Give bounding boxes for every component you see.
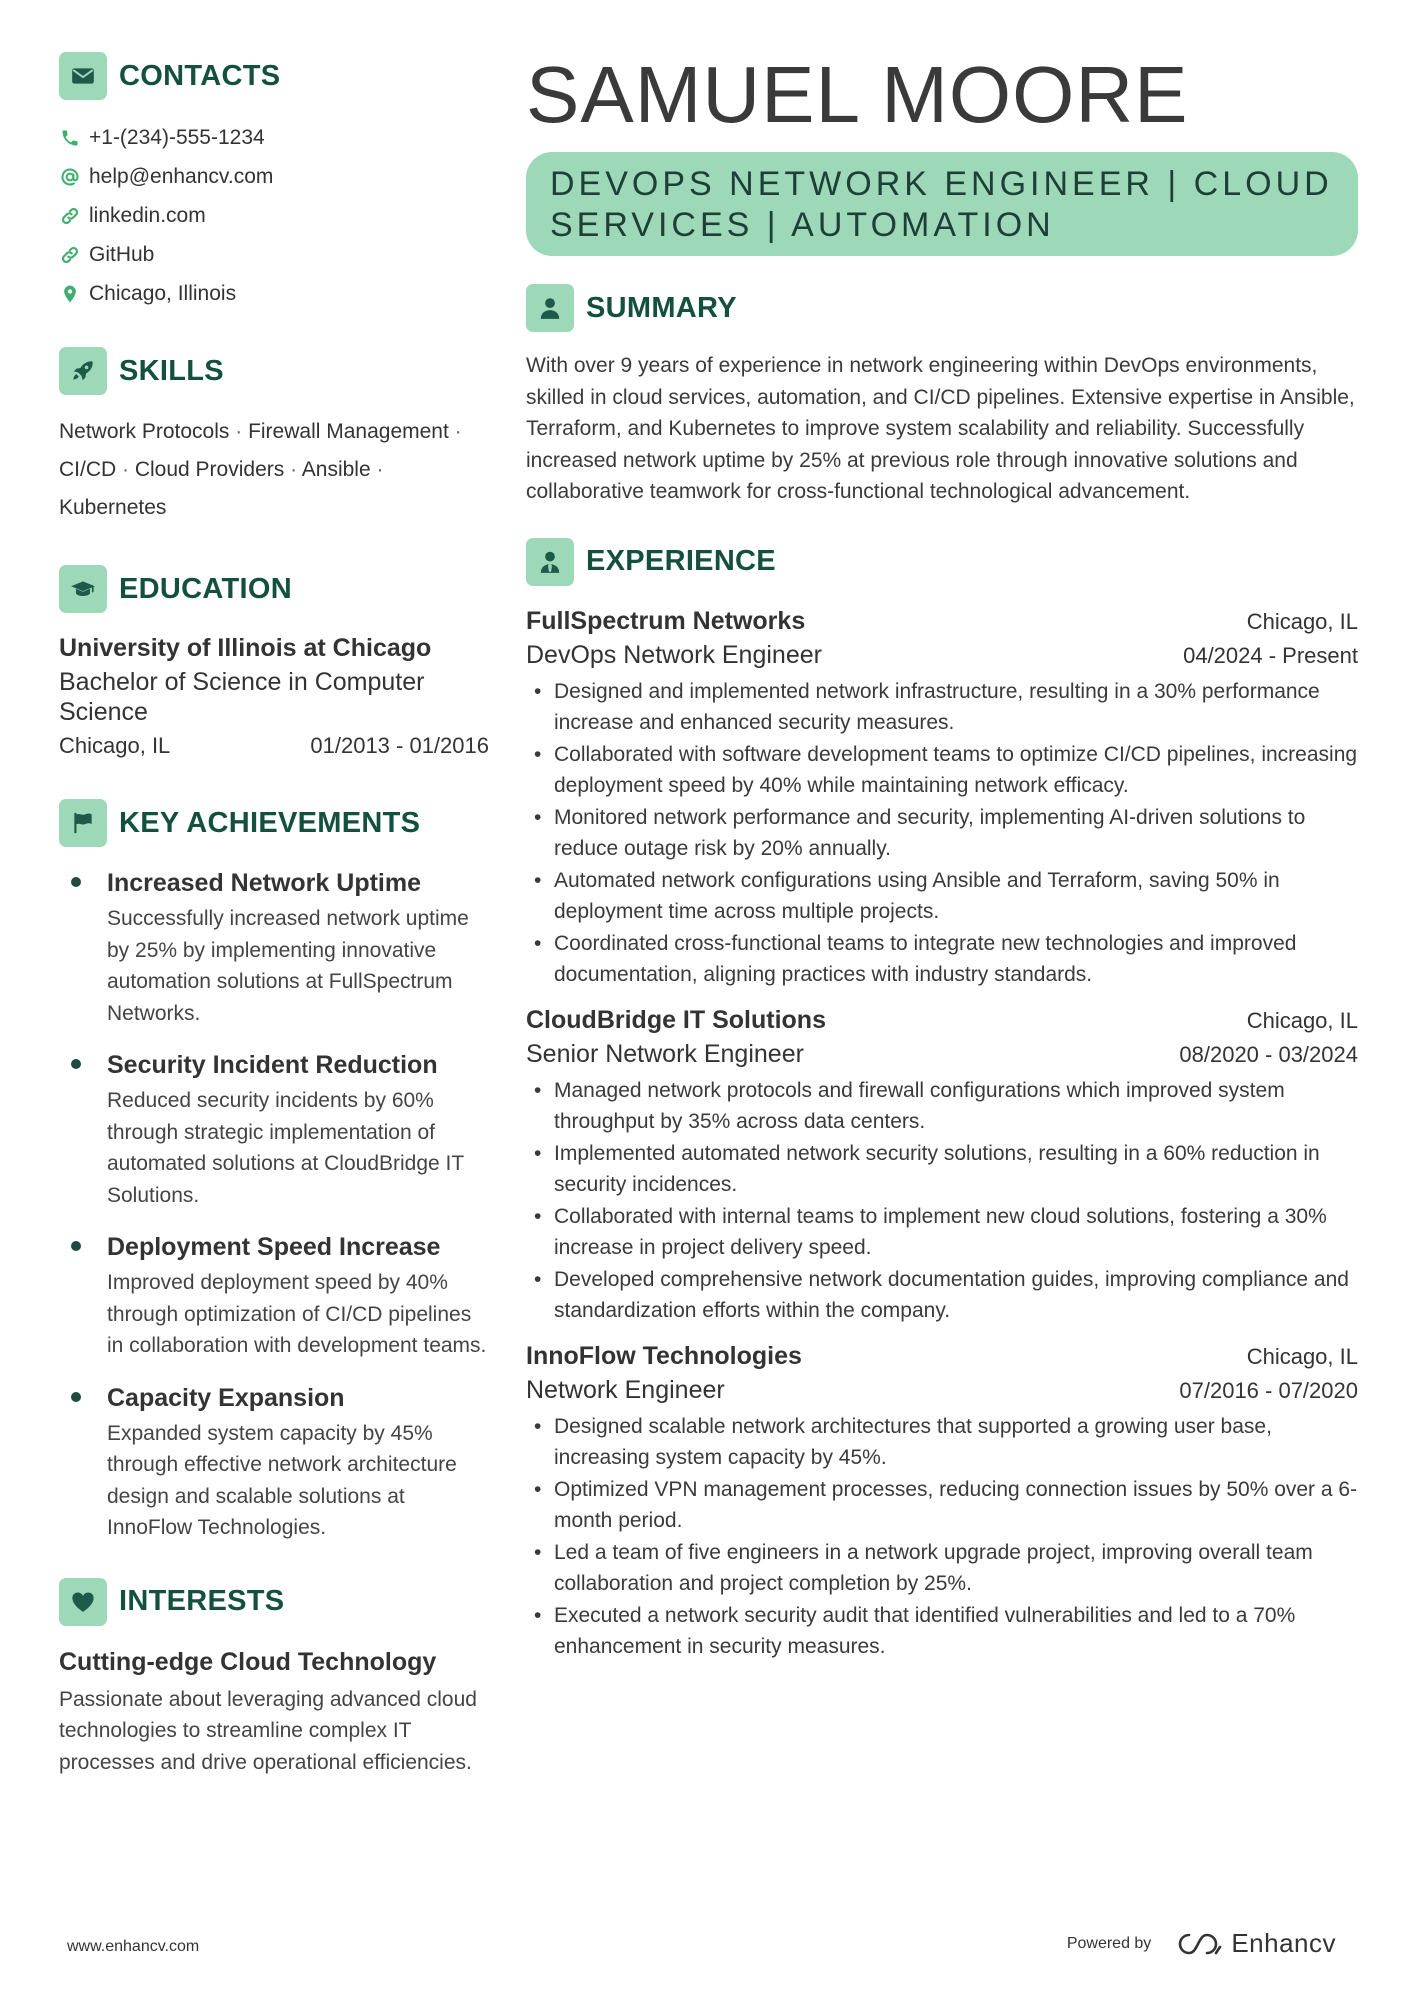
skill-item: CI/CD <box>59 458 117 481</box>
skill-item: Cloud Providers <box>134 458 285 481</box>
location-icon <box>59 283 81 305</box>
achievement-title: Capacity Expansion <box>107 1383 345 1412</box>
skill-item: Firewall Management <box>248 420 449 443</box>
brand-name: Enhancv <box>1231 1928 1336 1958</box>
achievement-item <box>59 1229 489 1362</box>
skill-separator: · <box>229 420 249 443</box>
achievement-desc: Expanded system capacity by 45% through effective network architecture design and scalable solutions at InnoFlow Technologies. <box>107 1421 457 1539</box>
skill-separator: · <box>370 458 384 481</box>
contact-email[interactable] <box>59 157 489 196</box>
achievement-item <box>59 1380 489 1544</box>
right-column <box>526 52 1358 1675</box>
interest-title: Cutting-edge Cloud Technology <box>59 1647 437 1676</box>
brand-logo[interactable] <box>1177 1928 1336 1959</box>
link-icon <box>59 205 81 227</box>
job-subheader <box>526 1373 1358 1407</box>
education-location: Chicago, IL <box>59 733 171 758</box>
contact-location <box>59 274 489 313</box>
job-bullet: • Collaborated with software development teams to optimize CI/CD pipelines, increasing deployment speed by 40% while maintaining network efficacy. <box>526 739 1358 802</box>
bullet-icon <box>71 1241 81 1251</box>
job-dates: 04/2024 - Present <box>1183 642 1358 668</box>
skills-header <box>59 347 489 395</box>
rocket-icon <box>59 347 107 395</box>
heart-icon <box>59 1578 107 1626</box>
job-bullet: • Coordinated cross-functional teams to integrate new technologies and improved documentation, aligning practices with industry standards. <box>526 928 1358 991</box>
education-title: EDUCATION <box>119 572 292 605</box>
job-bullet: • Automated network configurations using Ansible and Terraform, saving 50% in deployment time across multiple projects. <box>526 865 1358 928</box>
contacts-title: CONTACTS <box>119 59 281 92</box>
job-dates: 08/2020 - 03/2024 <box>1179 1041 1358 1067</box>
job-bullet: • Monitored network performance and security, implementing AI-driven solutions to reduce outage risk by 20% annually. <box>526 802 1358 865</box>
skill-separator: · <box>284 458 302 481</box>
job-role: Senior Network Engineer <box>526 1039 804 1068</box>
skill-item: Network Protocols <box>59 420 230 443</box>
achievements-list <box>59 865 489 1544</box>
headline-banner: DEVOPS NETWORK ENGINEER | CLOUD SERVICES | AUTOMATION <box>526 152 1358 256</box>
left-column <box>59 52 489 1778</box>
summary-title: SUMMARY <box>586 291 737 324</box>
job-bullet: • Designed and implemented network infrastructure, resulting in a 30% performance increase and enhanced security measures. <box>526 676 1358 739</box>
summary-text: With over 9 years of experience in network engineering within DevOps environments, skilled in cloud services, automation, and CI/CD pipelines. Extensive expertise in Ansible, Terraform, and Kubernetes to improve system scalability and reliability. Successfully increased network uptime by 25% at previous role through innovative solutions and collaborative teamwork for cross-functional technological advancement. <box>526 354 1355 503</box>
contact-phone[interactable] <box>59 118 489 157</box>
contact-location-text: Chicago, Illinois <box>89 281 237 305</box>
job-bullet: • Optimized VPN management processes, reducing connection issues by 50% over a 6-month period. <box>526 1474 1358 1537</box>
job-subheader <box>526 1037 1358 1071</box>
interests-header <box>59 1578 489 1626</box>
bullet-icon <box>71 1059 81 1069</box>
job-subheader <box>526 638 1358 672</box>
education-header <box>59 565 489 613</box>
job-bullet: • Led a team of five engineers in a network upgrade project, improving overall team collaboration and project completion by 25%. <box>526 1537 1358 1600</box>
contact-list <box>59 118 489 313</box>
link-icon <box>59 244 81 266</box>
skill-separator: · <box>448 420 462 443</box>
job-bullet: • Managed network protocols and firewall configurations which improved system throughput by 35% across data centers. <box>526 1075 1358 1138</box>
job-entry <box>526 604 1358 991</box>
footer-website-link[interactable]: www.enhancv.com <box>67 1938 200 1955</box>
job-entry <box>526 1339 1358 1663</box>
candidate-name: SAMUEL MOORE <box>526 50 1189 139</box>
job-location: Chicago, IL <box>1246 608 1358 634</box>
summary-header <box>526 284 1358 332</box>
job-bullet: • Executed a network security audit that identified vulnerabilities and led to a 70% enhancement in security measures. <box>526 1600 1358 1663</box>
job-bullets <box>526 676 1358 991</box>
job-bullets <box>526 1411 1358 1663</box>
achievement-item <box>59 865 489 1029</box>
achievement-desc: Reduced security incidents by 60% through strategic implementation of automated solutions at CloudBridge IT Solutions. <box>107 1089 464 1207</box>
enhancv-logo-icon <box>1177 1931 1225 1957</box>
job-role: Network Engineer <box>526 1375 725 1404</box>
graduation-cap-icon <box>59 565 107 613</box>
user-tie-icon <box>526 538 574 586</box>
skills-list <box>59 413 489 527</box>
flag-icon <box>59 799 107 847</box>
footer-branding <box>1067 1928 1336 1959</box>
job-company: CloudBridge IT Solutions <box>526 1005 826 1034</box>
job-bullet: • Implemented automated network security solutions, resulting in a 60% reduction in security incidences. <box>526 1138 1358 1201</box>
experience-header <box>526 538 1358 586</box>
job-company: InnoFlow Technologies <box>526 1341 802 1370</box>
job-header <box>526 604 1358 638</box>
job-header <box>526 1339 1358 1373</box>
job-company: FullSpectrum Networks <box>526 606 806 635</box>
job-bullets <box>526 1075 1358 1327</box>
contact-email-text: help@enhancv.com <box>89 164 274 188</box>
skill-item: Kubernetes <box>59 496 167 519</box>
bullet-icon <box>71 877 81 887</box>
contact-github[interactable] <box>59 235 489 274</box>
skills-title: SKILLS <box>119 354 224 387</box>
job-bullet: • Collaborated with internal teams to implement new cloud solutions, fostering a 30% increase in project delivery speed. <box>526 1201 1358 1264</box>
contact-linkedin[interactable] <box>59 196 489 235</box>
skill-item: Ansible <box>301 458 371 481</box>
job-dates: 07/2016 - 07/2020 <box>1179 1377 1358 1403</box>
education-meta <box>59 733 489 759</box>
user-icon <box>526 284 574 332</box>
envelope-icon <box>59 52 107 100</box>
contact-github-text: GitHub <box>89 242 155 266</box>
achievements-header <box>59 799 489 847</box>
job-bullet: • Designed scalable network architectures that supported a growing user base, increasing system capacity by 45%. <box>526 1411 1358 1474</box>
interest-entry <box>59 1644 489 1779</box>
job-location: Chicago, IL <box>1246 1007 1358 1033</box>
contact-linkedin-text: linkedin.com <box>89 203 206 227</box>
powered-by-label: Powered by <box>1066 1934 1152 1952</box>
achievements-title: KEY ACHIEVEMENTS <box>119 806 421 839</box>
education-entry <box>59 631 489 759</box>
job-bullet: • Developed comprehensive network documentation guides, improving compliance and standardization efforts within the company. <box>526 1264 1358 1327</box>
job-role: DevOps Network Engineer <box>526 640 822 669</box>
skill-separator: · <box>116 458 135 481</box>
job-header <box>526 1003 1358 1037</box>
achievement-title: Increased Network Uptime <box>107 869 421 897</box>
bullet-icon <box>71 1392 81 1402</box>
achievement-title: Security Incident Reduction <box>107 1051 438 1079</box>
achievement-title: Deployment Speed Increase <box>107 1233 441 1261</box>
phone-icon <box>59 127 81 149</box>
achievement-desc: Successfully increased network uptime by 25% by implementing innovative automation solutions at FullSpectrum Networks. <box>107 907 469 1025</box>
education-school: University of Illinois at Chicago <box>59 634 432 662</box>
job-location: Chicago, IL <box>1246 1343 1358 1369</box>
interests-title: INTERESTS <box>119 1585 285 1617</box>
achievement-item <box>59 1047 489 1211</box>
contact-phone-text: +1-(234)-555-1234 <box>89 125 265 149</box>
interest-desc: Passionate about leveraging advanced cloud technologies to streamline complex IT processes and drive operational efficiencies. <box>59 1687 477 1774</box>
contacts-header <box>59 52 489 100</box>
education-dates: 01/2013 - 01/2016 <box>310 733 489 758</box>
achievement-desc: Improved deployment speed by 40% through optimization of CI/CD pipelines in collaboration with development teams. <box>107 1271 487 1357</box>
job-entry <box>526 1003 1358 1327</box>
experience-title: EXPERIENCE <box>586 545 776 577</box>
at-icon <box>59 166 81 188</box>
education-degree: Bachelor of Science in Computer Science <box>59 668 425 726</box>
